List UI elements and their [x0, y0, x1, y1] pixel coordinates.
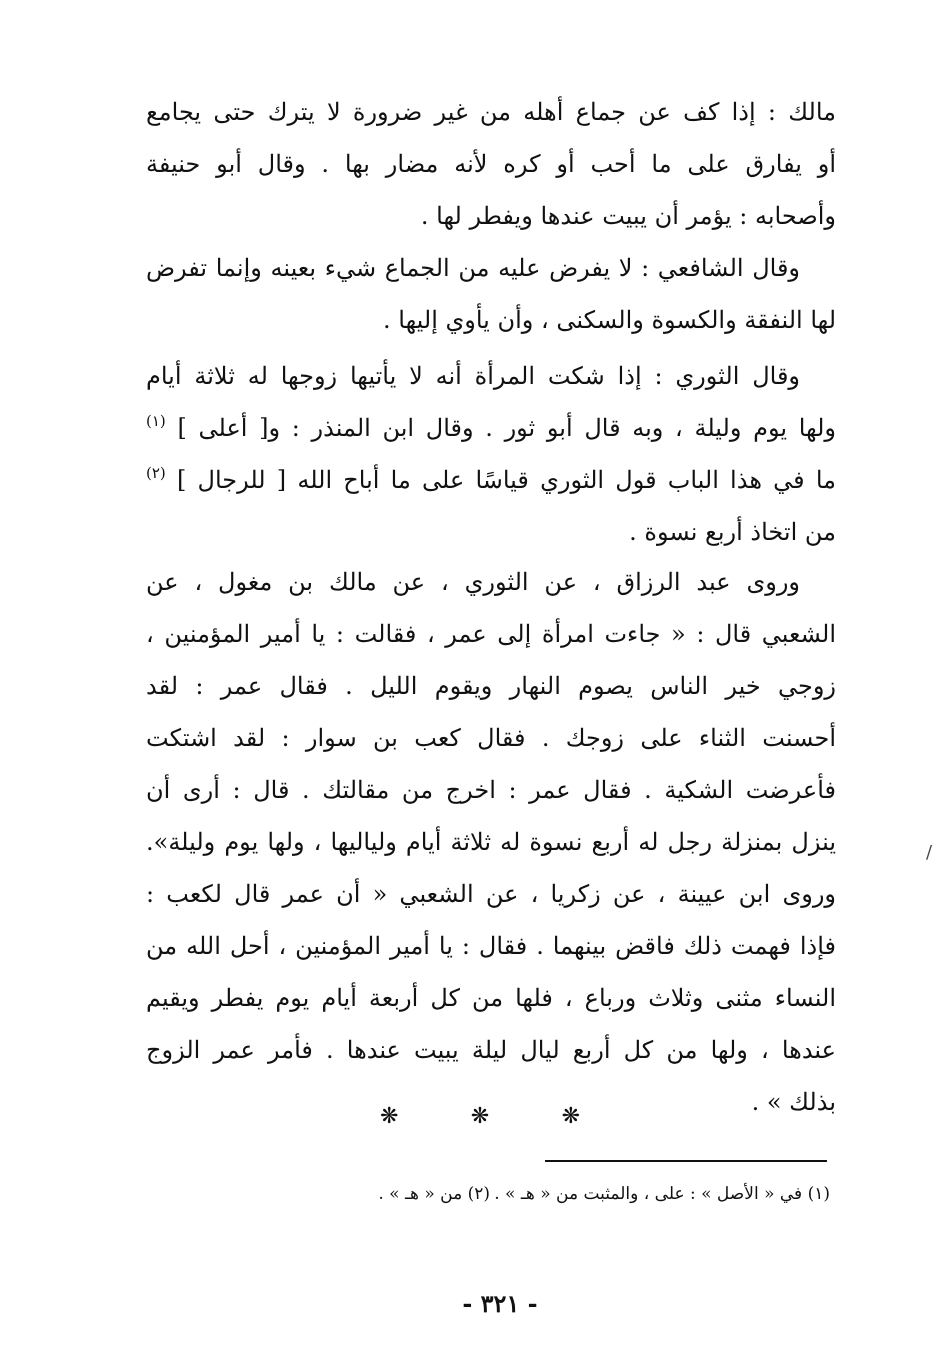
paragraph-shafii	[146, 242, 836, 346]
star-ornament-icon: ❋	[561, 1104, 580, 1129]
footnotes	[170, 1178, 830, 1210]
paragraph-malik-quote	[146, 86, 836, 242]
footnote-2: (٢) من « هـ » .	[378, 1184, 490, 1204]
text-line-content: ولها يوم وليلة ، وبه قال أبو ثور . وقال ابن المنذر : و[ أعلى ]	[177, 414, 836, 442]
text-line: وأصحابه : يؤمر أن يبيت عندها ويفطر لها .	[420, 202, 836, 230]
text-line: بذلك » .	[751, 1088, 836, 1116]
text-line: ينزل بمنزلة رجل له أربع نسوة له ثلاثة أيام ولياليها ، ولها يوم وليلة».	[146, 828, 836, 856]
text-line-with-footnote	[146, 454, 836, 506]
text-line: النساء مثنى وثلاث ورباع ، فلها من كل أربعة أيام يوم يفطر ويقيم	[146, 984, 836, 1012]
text-line: وروى ابن عيينة ، عن زكريا ، عن الشعبي « أن عمر قال لكعب :	[146, 880, 836, 908]
page-number: - ٣٢١ -	[462, 1289, 538, 1318]
text-line: عندها ، ولها من كل أربع ليال ليلة يبيت عندها . فأمر عمر الزوج	[146, 1036, 836, 1064]
text-line: وقال الثوري : إذا شكت المرأة أنه لا يأتيها زوجها له ثلاثة أيام	[146, 362, 800, 390]
footnote-divider	[545, 1160, 827, 1162]
star-ornament-icon: ❋	[380, 1104, 399, 1129]
footnote-mark-1[interactable]: (١)	[146, 412, 166, 430]
text-line: فأعرضت الشكية . فقال عمر : اخرج من مقالتك . قال : أرى أن	[146, 776, 836, 804]
text-line: لها النفقة والكسوة والسكنى ، وأن يأوي إليها .	[383, 306, 836, 334]
footnote-1: (١) في « الأصل » : على ، والمثبت من « هـ » .	[494, 1184, 830, 1204]
text-line-with-footnote	[146, 402, 836, 454]
section-separator	[380, 1097, 580, 1137]
footnote-mark-2[interactable]: (٢)	[146, 464, 166, 482]
text-line-content: ما في هذا الباب قول الثوري قياسًا على ما أباح الله [ للرجال ]	[176, 466, 836, 494]
paragraph-abdulrazzaq-narration	[146, 556, 836, 1128]
star-ornament-icon: ❋	[470, 1104, 490, 1129]
text-line: أو يفارق على ما أحب أو كره لأنه مضار بها . وقال أبو حنيفة	[146, 150, 836, 178]
text-line: مالك : إذا كف عن جماع أهله من غير ضرورة لا يترك حتى يجامع	[146, 98, 836, 126]
text-line: زوجي خير الناس يصوم النهار ويقوم الليل . فقال عمر : لقد	[146, 672, 836, 700]
margin-mark: /	[926, 842, 933, 863]
text-line: وروى عبد الرزاق ، عن الثوري ، عن مالك بن مغول ، عن	[146, 568, 800, 596]
text-line: من اتخاذ أربع نسوة .	[629, 518, 836, 546]
text-line: أحسنت الثناء على زوجك . فقال كعب بن سوار : لقد اشتكت	[146, 724, 836, 752]
text-line: الشعبي قال : « جاءت امرأة إلى عمر ، فقالت : يا أمير المؤمنين ،	[146, 620, 836, 648]
text-line: فإذا فهمت ذلك فاقض بينهما . فقال : يا أمير المؤمنين ، أحل الله من	[146, 932, 836, 960]
paragraph-thawri	[146, 350, 836, 558]
text-line: وقال الشافعي : لا يفرض عليه من الجماع شيء بعينه وإنما تفرض	[146, 254, 800, 282]
